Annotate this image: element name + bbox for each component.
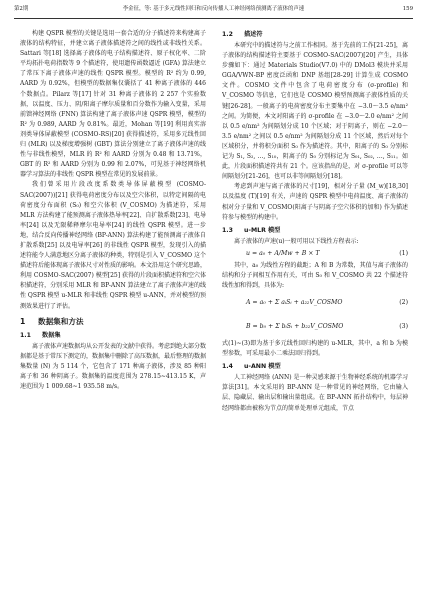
section-title: 数据集和方法	[38, 316, 84, 326]
equation-1-number: (1)	[399, 249, 408, 257]
issue-label: 第2期	[14, 6, 29, 12]
intro-paragraph-2: 我们曾采用片段改度系数类导体屏蔽模型 (COSMO-SAC(2007))[21] 获得电荷密度分布以及空穴体积，以特定间隔的电荷密度分布面积 (S₀) 和空穴体积 (V_COSMO) 为描述符，采用 MLR 方法构建了能预测离子液体热导率[22]、自扩散系数[23]、电导率[24] 以及无限稀释摩尔电导率[24] 的线性 QSPR 模型。进一步地，结合反向传播神经网络 (BP-ANN) 算法构建了能预测离子液体自扩散系数[25] 以及电导率[26] 的非线性 QSPR 模型，发现引入的描述符能令人满意地区分离子液体的种类，特别是引入 V_COSMO 这个描述符后能体现离子液体尺寸对性质的影响。本文沿用这个研究思路，利用 COSMO-SAC(2007) 模型[25] 获得的片段面积描述符和空穴体积描述符，分别采用 MLR 和 BP-ANN 算法建立了离子液体声速的线性 QSPR 模型 u-MLR 和非线性 QSPR 模型 u-ANN，并对模型的预测效果进行了评估。	[20, 181, 206, 310]
subsection-title: u-ANN 模型	[244, 363, 281, 371]
dataset-paragraph: 离子液体声速数据均从公开发表的文献中获得。考虑到绝大部分数据都是基于常压下测定的，数据集中删除了高压数据，最后整理的数据集数量 (N) 为 5 114 个，它包含了 171 种离子液体，涉及 85 种阳离子和 36 种阴离子。数据集的温度范围为 278.15~413.15 K，声速范围为 1 009.68~1 935.58 m/s。	[20, 342, 206, 390]
running-title: 李金征，等: 基于多元线性回归和反向传播人工神经网络预测离子液体的声速	[122, 6, 305, 12]
size-paragraph: 考虑到声速与离子液体的尺寸[19]，相对分子量 (M_w)[18,30] 以及温度 (T)[19] 有关，声速的 QSPR 模型中电荷温度、离子液体的相对分子量和 V_COSMO(阳离子与阴离子空穴体积的加和) 作为描述符参与模型的构建中。	[222, 183, 408, 221]
equation-2	[222, 291, 408, 315]
subsection-title: 描述符	[244, 31, 263, 38]
subsection-1-1-heading	[20, 330, 206, 341]
intro-paragraph-1: 构建 QSPR 模型的关键是选用一套合适的分子描述符来构建离子液体的结构特征，并建立离子液体描述符之间的线性或非线性关系。Sattari 等[18] 选择离子液体的电子结构描述符、原子权化率、二阶平均拓扑电荷指数等 9 个描述符，使用遗传函数逼近 (GFA) 算法建立了常压下离子液体声速的线性 QSPR 模型。模型的 R² 约为 0.99, AARD 为 0.92%，但模型的数据集仅囊括了 41 种离子液体的 446 个数据点。Pilarz 等[17] 针对 31 种离子液体的 2 257 个实验数据，以温度、压力、阴/阳离子摩尔质量和百分数作为输入变量，采用前馈神经网络 (FNN) 算法构建了离子液体声速 QSPR 模型，模型的 R² 为 0.989, AARD 为 0.81%。最近，Mohan 等[19] 利用真实溶剂类导体屏蔽模型 (COSMO-RS)[20] 获得描述符，采用多元线性回归 (MLR) 以及梯度增强树 (GBT) 算法分别建立了离子液体声速的线性与非线性模型，MLR 的 R² 和 AARD 分别为 0.48 和 13.71%，GBT 的 R² 和 AARD 分别为 0.99 和 2.07%，可见基于神经网络机器学习算法的非线性 QSPR 模型在常见的发展前景。	[20, 30, 206, 179]
linear-eq-intro: 离子液体的声速(u)一般可用以下线性方程表示:	[234, 237, 359, 245]
mlr-summary-paragraph: 式(1)~(3)即为基于多元线性回归构建的 u-MLR，其中，a 和 b 为模型参数，可采用最小二乘法回归得到。	[222, 340, 408, 358]
equation-2-number: (2)	[399, 299, 408, 307]
equation-1-body: u = a₀ + A/Mw + B × T	[246, 249, 320, 257]
subsection-number: 1.4	[222, 363, 233, 371]
subsection-number: 1.2	[222, 31, 233, 38]
left-column	[20, 29, 206, 593]
equation-2-body: A = a₀ + Σ aᵢSᵢ + a₂₂V_COSMO	[246, 299, 343, 307]
coefficient-paragraph: 其中，a₀ 为线性方程的截距；A 和 B 为常数，其值与离子液体的结构和分子间相互作用有关，可由 S₀ 和 V_COSMO 共 22 个描述符线性加和得到，具体为:	[222, 261, 408, 289]
equation-1	[222, 247, 408, 261]
right-column	[222, 29, 408, 593]
section-number: 1	[20, 316, 26, 326]
subsection-1-4-heading	[222, 361, 408, 372]
ann-paragraph: 人工神经网络 (ANN) 是一种灵感来源于生物神经系统的机器学习算法[31]。本文采用的 BP-ANN 是一种常见的神经网络，它由输入层、隐藏层、输出层和输出量组成。在 BP-ANN 拓扑结构中，每层神经网络都由被称为节点的简单处理单元组成，节点	[222, 374, 408, 412]
subsection-number: 1.1	[20, 331, 31, 339]
subsection-1-2-heading	[222, 29, 408, 40]
subsection-1-3-heading	[222, 225, 408, 236]
page-number: 159	[402, 6, 413, 12]
subsection-number: 1.3	[222, 226, 233, 234]
equation-3-body: B = b₀ + Σ bᵢSᵢ + b₂₂V_COSMO	[246, 323, 344, 331]
subsection-title: u-MLR 模型	[244, 226, 281, 234]
descriptor-paragraph: 本研究中的描述符与之前工作相同。基于先前的工作[21-25]，离子液体的结构描述符主要基于 COSMO-SAC(2007)[20] 产生，具体步骤如下：通过 Materials Studio(V7.0) 中的 DMol3 模块并采用 GGA/VWN-BP 密度泛函和 DNP 基组[28-29] 计算生成 COSMO 文件。COSMO 文件中包含了电荷密度分布 (σ-profile) 和 V_COSMO 等信息，它们也是 COSMO 模型预测离子液体性质的关键[26-28]。一般离子的电荷密度分布主要集中在 −3.0～3.5 e/nm² 之间。为简便，本文对阳离子的 σ-profile 在 −3.0～2.0 e/nm² 之间以 0.5 e/nm² 为间隔划分成 10 个区域；对于阴离子，则在 −2.0～3.5 e/nm² 之间以 0.5 e/nm² 为间隔划分成 11 个区域，然后对每个区域积分，并将积分面积 S₀ 作为描述符。其中，阳离子的 S₀ 分别标记为 S₁, S₂, …, S₁₀，阴离子的 S₀ 分别标记为 S₀₁, S₀₂, …, S₁₁。如此，片段面积描述符共有 21 个。应该指出的是，对 σ-profile 可以等间隔划分[21-26]，也可以非等间隔划分[18]。	[222, 42, 408, 181]
running-header	[14, 0, 413, 19]
equation-3	[222, 315, 408, 339]
section-1-heading	[20, 316, 206, 328]
subsection-title: 数据集	[42, 331, 61, 339]
equation-3-number: (3)	[399, 323, 408, 331]
